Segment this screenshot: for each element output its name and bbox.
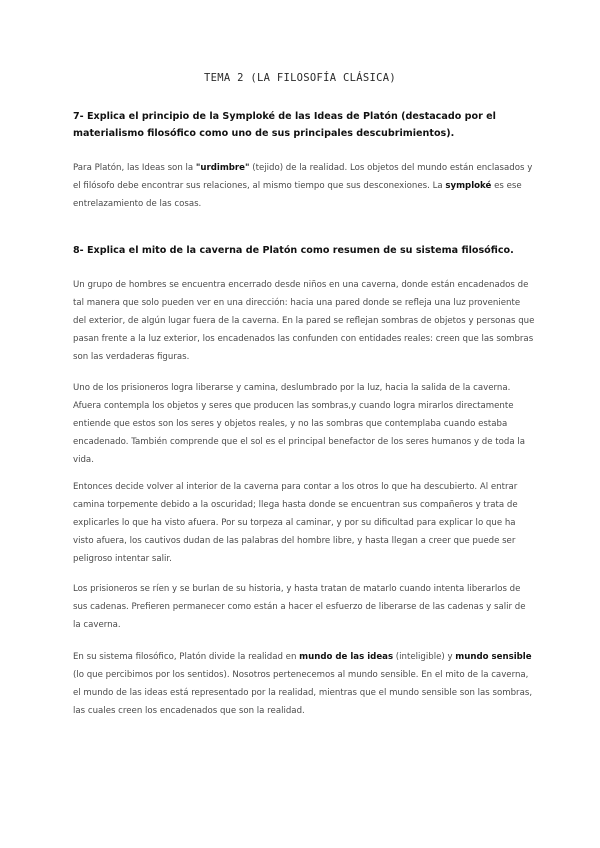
answer-8-paragraph-4: Los prisioneros se ríen y se burlan de su historia, y hasta tratan de matarlo cuando intenta liberarlos de sus cadenas. Prefieren permanecer como están a hacer el esfuerzo de liberarse de las cadenas y salir de la caverna. (73, 584, 526, 630)
answer-8-paragraph-2: Uno de los prisioneros logra liberarse y camina, deslumbrado por la luz, hacia la salida de la caverna. Afuera contempla los objetos y seres que producen las sombras,y cuando logra mirarlos directamente entiende que estos son los seres y objetos reales, y no las sombras que contemplaba cuando estaba encadenado. También comprende que el sol es el principal benefactor de los seres humanos y de toda la vida. (73, 383, 525, 465)
page-title: TEMA 2 (LA FILOSOFÍA CLÁSICA) (203, 72, 397, 84)
text-segment: (inteligible) y (393, 652, 456, 662)
text-segment: (tejido) de la realidad. Los objetos del mundo están enclasados y el filósofo debe encontrar sus relaciones, al mismo tiempo que sus desconexiones. La (73, 163, 533, 191)
emphasis-mundo-sensible: mundo sensible (455, 652, 532, 662)
emphasis-mundo-ideas: mundo de las ideas (299, 652, 394, 662)
text-segment: Para Platón, las Ideas son la (73, 163, 196, 173)
text-segment: (lo que percibimos por los sentidos). Nosotros pertenecemos al mundo sensible. En el mito de la caverna, el mundo de las ideas está representado por la realidad, mientras que el mundo sensible son las sombras, las cuales creen los encadenados que son la realidad. (73, 670, 533, 716)
question-8-heading: 8- Explica el mito de la caverna de Platón como resumen de su sistema filosófico. (73, 245, 514, 256)
question-7-heading: 7- Explica el principio de la Symploké de las Ideas de Platón (destacado por el materialismo filosófico como uno de sus principales descubrimientos). (73, 111, 496, 139)
answer-8-paragraph-5 (73, 648, 535, 720)
answer-8-paragraph-3: Entonces decide volver al interior de la caverna para contar a los otros lo que ha descubierto. Al entrar camina torpemente debido a la oscuridad; llega hasta donde se encuentran sus compañeros y trata de explicarles lo que ha visto afuera. Por su torpeza al caminar, y por su dificultad para explicar lo que ha visto afuera, los cautivos dudan de las palabras del hombre libre, y hasta llegan a creer que puede ser peligroso intentar salir. (73, 482, 518, 564)
answer-7-paragraph (73, 159, 535, 213)
answer-8-paragraph-1: Un grupo de hombres se encuentra encerrado desde niños en una caverna, donde están encadenados de tal manera que solo pueden ver en una dirección: hacia una pared donde se refleja una luz proveniente del exterior, de algún lugar fuera de la caverna. En la pared se reflejan sombras de objetos y personas que pasan frente a la luz exterior, los encadenados las confunden con entidades reales: creen que las sombras son las verdaderas figuras. (73, 280, 535, 362)
emphasis-symploke: symploké (445, 181, 492, 191)
text-segment: En su sistema filosófico, Platón divide la realidad en (73, 652, 300, 662)
emphasis-urdimbre: "urdimbre" (195, 163, 250, 173)
text-segment: es ese entrelazamiento de las cosas. (73, 181, 522, 209)
